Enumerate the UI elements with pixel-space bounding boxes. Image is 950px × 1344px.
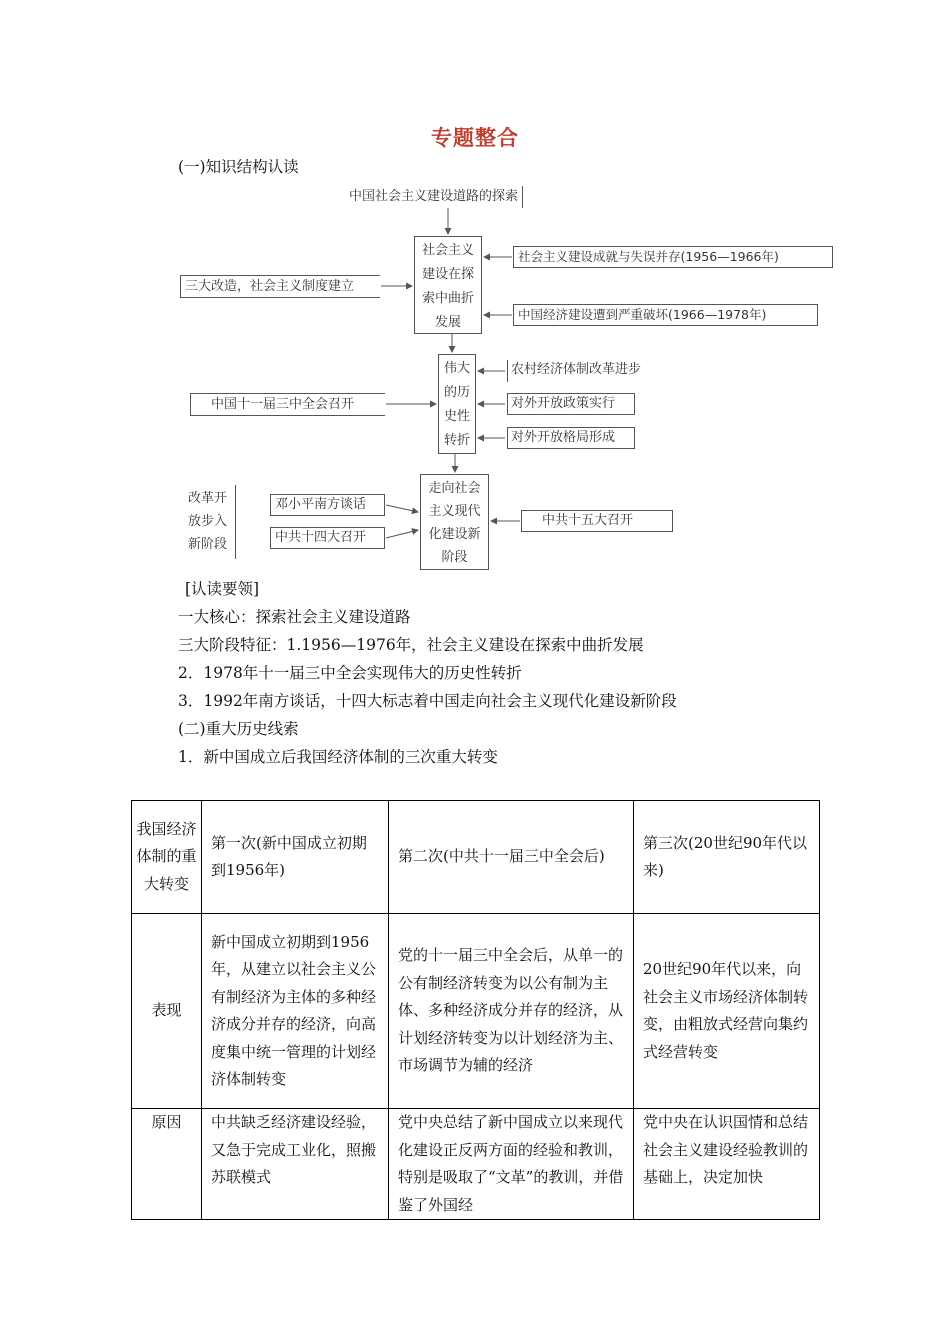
table-header-row — [132, 801, 820, 914]
page-title: 专题整合 — [431, 126, 519, 150]
reading-line-3: 2．1978年十一届三中全会实现伟大的历史性转折 — [178, 664, 522, 682]
table-header-cell: 第一次(新中国成立初期到1956年) — [202, 801, 389, 914]
diagram-node-tortuous-development: 社会主义建设在探索中曲折发展 — [414, 236, 482, 334]
table-header-cell: 第三次(20世纪90年代以来) — [634, 801, 820, 914]
diagram-node-15th-congress: 中共十五大召开 — [521, 510, 673, 532]
diagram-node-new-stage: 走向社会主义现代化建设新阶段 — [420, 474, 489, 570]
table-cell: 中共缺乏经济建设经验，又急于完成工业化，照搬苏联模式 — [202, 1109, 389, 1220]
diagram-node-southern-talks: 邓小平南方谈话 — [270, 494, 385, 516]
reading-line-4: 3．1992年南方谈话，十四大标志着中国走向社会主义现代化建设新阶段 — [178, 692, 677, 710]
economic-system-table — [131, 800, 820, 1220]
row-label: 原因 — [132, 1109, 202, 1220]
reading-line-1: 一大核心：探索社会主义建设道路 — [178, 608, 411, 626]
subsection-heading: 1．新中国成立后我国经济体制的三次重大转变 — [178, 748, 498, 766]
table-cell: 党中央在认识国情和总结社会主义建设经验教训的基础上，决定加快 — [634, 1109, 820, 1220]
table-cell: 党的十一届三中全会后，从单一的公有制经济转变为以公有制为主体、多种经济成分并存的经济，从计划经济转变为以计划经济为主、市场调节为辅的经济 — [389, 914, 634, 1109]
diagram-node-rural-reform: 农村经济体制改革进步 — [507, 360, 667, 382]
diagram-node-reform-new-stage: 改革开放步入新阶段 — [186, 485, 236, 559]
section-heading-structure: (一)知识结构认读 — [178, 158, 299, 176]
diagram-node-third-plenum: 中国十一届三中全会召开 — [190, 393, 385, 416]
diagram-node-three-transformations: 三大改造，社会主义制度建立 — [180, 275, 380, 298]
table-row — [132, 1109, 820, 1220]
row-label: 表现 — [132, 914, 202, 1109]
diagram-node-achievements-mistakes: 社会主义建设成就与失误并存(1956—1966年) — [513, 246, 833, 268]
diagram-node-opening-policy: 对外开放政策实行 — [507, 393, 635, 415]
diagram-node-opening-pattern: 对外开放格局形成 — [507, 427, 635, 449]
diagram-node-serious-damage: 中国经济建设遭到严重破坏(1966—1978年) — [513, 304, 818, 326]
diagram-root: 中国社会主义建设道路的探索 — [349, 186, 523, 208]
reading-line-2: 三大阶段特征：1.1956—1976年，社会主义建设在探索中曲折发展 — [178, 636, 644, 654]
table-header-cell: 第二次(中共十一届三中全会后) — [389, 801, 634, 914]
diagram-node-historic-turning-point: 伟大的历史性转折 — [438, 354, 476, 454]
table-header-cell: 我国经济体制的重大转变 — [132, 801, 202, 914]
table-cell: 新中国成立初期到1956年，从建立以社会主义公有制经济为主体的多种经济成分并存的经济，向高度集中统一管理的计划经济体制转变 — [202, 914, 389, 1109]
section-heading-clues: (二)重大历史线索 — [178, 720, 299, 738]
table-cell: 党中央总结了新中国成立以来现代化建设正反两方面的经验和教训，特别是吸取了“文革”的教训，并借鉴了外国经 — [389, 1109, 634, 1220]
table-cell: 20世纪90年代以来，向社会主义市场经济体制转变，由粗放式经营向集约式经营转变 — [634, 914, 820, 1109]
diagram-node-14th-congress: 中共十四大召开 — [270, 527, 385, 549]
table-row — [132, 914, 820, 1109]
reading-heading: [认读要领] — [185, 580, 260, 598]
